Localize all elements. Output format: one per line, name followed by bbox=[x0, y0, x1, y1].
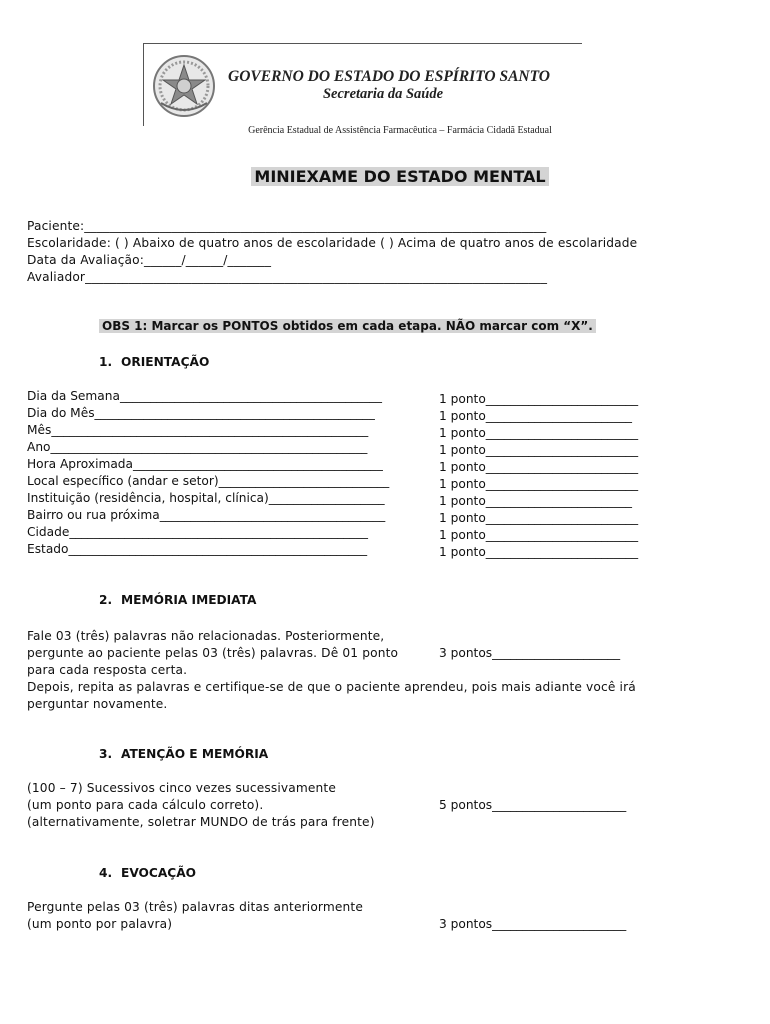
list-item bbox=[27, 423, 638, 440]
item-label: Ano____________________________________________________ bbox=[27, 440, 368, 454]
instruction-line: pergunte ao paciente pelas 03 (três) palavras. Dê 01 ponto bbox=[27, 646, 399, 660]
evaluation-date-field: Data da Avaliação:______/______/_______ bbox=[27, 253, 272, 267]
instruction-line: Depois, repita as palavras e certifique-se de que o paciente aprendeu, pois mais adiante você irá bbox=[27, 680, 636, 694]
section-number: 3. bbox=[99, 747, 113, 761]
schooling-field: Escolaridade: ( ) Abaixo de quatro anos de escolaridade ( ) Acima de quatro anos de escolaridade bbox=[27, 236, 638, 250]
item-points: 1 ponto_________________________ bbox=[439, 528, 639, 542]
section-recall-heading bbox=[99, 866, 196, 880]
instruction-line: (um ponto por palavra) bbox=[27, 917, 173, 931]
instruction-line: Pergunte pelas 03 (três) palavras ditas anteriormente bbox=[27, 900, 363, 914]
section-number: 4. bbox=[99, 866, 113, 880]
instruction-line: Fale 03 (três) palavras não relacionadas. Posteriormente, bbox=[27, 629, 385, 643]
item-points: 1 ponto_________________________ bbox=[439, 426, 639, 440]
document-title bbox=[0, 167, 770, 186]
item-label: Local específico (andar e setor)____________________________ bbox=[27, 474, 390, 488]
section-orientation-heading bbox=[99, 355, 209, 369]
section-points: 3 pontos_____________________ bbox=[439, 646, 621, 660]
item-label: Dia do Mês______________________________________________ bbox=[27, 406, 375, 420]
patient-field: Paciente:__________________________________________________________________________ bbox=[27, 219, 547, 233]
item-points: 1 ponto_________________________ bbox=[439, 477, 639, 491]
item-label: Estado_________________________________________________ bbox=[27, 542, 368, 556]
observation-note bbox=[99, 319, 596, 333]
state-seal-icon bbox=[151, 53, 217, 119]
item-points: 1 ponto_________________________ bbox=[439, 392, 639, 406]
section-title: MEMÓRIA IMEDIATA bbox=[121, 593, 257, 607]
list-item bbox=[27, 440, 638, 457]
section-number: 1. bbox=[99, 355, 113, 369]
document-title-text: MINIEXAME DO ESTADO MENTAL bbox=[251, 167, 548, 186]
list-item bbox=[27, 389, 638, 406]
list-item bbox=[27, 406, 632, 423]
evaluator-field: Avaliador__________________________________________________________________________ bbox=[27, 270, 548, 284]
list-item bbox=[27, 508, 638, 525]
section-title: EVOCAÇÃO bbox=[121, 866, 197, 880]
list-item bbox=[27, 474, 638, 491]
section-title: ATENÇÃO E MEMÓRIA bbox=[121, 747, 269, 761]
list-item bbox=[27, 491, 632, 508]
section-points: 3 pontos______________________ bbox=[439, 917, 627, 931]
section-attention-heading bbox=[99, 747, 268, 761]
instruction-line: perguntar novamente. bbox=[27, 697, 168, 711]
instruction-line: (alternativamente, soletrar MUNDO de trás para frente) bbox=[27, 815, 375, 829]
item-label: Bairro ou rua próxima_____________________________________ bbox=[27, 508, 386, 522]
item-label: Hora Aproximada_________________________________________ bbox=[27, 457, 383, 471]
observation-text: OBS 1: Marcar os PONTOS obtidos em cada etapa. NÃO marcar com “X”. bbox=[99, 319, 596, 333]
instruction-line: (100 – 7) Sucessivos cinco vezes sucessivamente bbox=[27, 781, 337, 795]
item-points: 1 ponto_________________________ bbox=[439, 443, 639, 457]
list-item bbox=[27, 542, 638, 559]
list-item bbox=[27, 525, 638, 542]
list-item bbox=[27, 457, 638, 474]
item-points: 1 ponto_________________________ bbox=[439, 460, 639, 474]
instruction-line: para cada resposta certa. bbox=[27, 663, 188, 677]
instruction-line: (um ponto para cada cálculo correto). bbox=[27, 798, 264, 812]
section-number: 2. bbox=[99, 593, 113, 607]
item-label: Dia da Semana___________________________________________ bbox=[27, 389, 382, 403]
item-points: 1 ponto_________________________ bbox=[439, 545, 639, 559]
secretariat-subtitle: Secretaria da Saúde bbox=[322, 86, 444, 102]
item-label: Instituição (residência, hospital, clínica)___________________ bbox=[27, 491, 385, 505]
item-label: Cidade_________________________________________________ bbox=[27, 525, 368, 539]
section-immediate-memory-heading bbox=[99, 593, 256, 607]
department-line: Gerência Estadual de Assistência Farmacêutica – Farmácia Cidadã Estadual bbox=[248, 125, 552, 136]
item-points: 1 ponto________________________ bbox=[439, 409, 633, 423]
item-points: 1 ponto_________________________ bbox=[439, 511, 639, 525]
item-points: 1 ponto________________________ bbox=[439, 494, 633, 508]
item-label: Mês____________________________________________________ bbox=[27, 423, 369, 437]
section-points: 5 pontos______________________ bbox=[439, 798, 627, 812]
section-title: ORIENTAÇÃO bbox=[121, 355, 210, 369]
government-title: GOVERNO DO ESTADO DO ESPÍRITO SANTO bbox=[228, 68, 550, 85]
